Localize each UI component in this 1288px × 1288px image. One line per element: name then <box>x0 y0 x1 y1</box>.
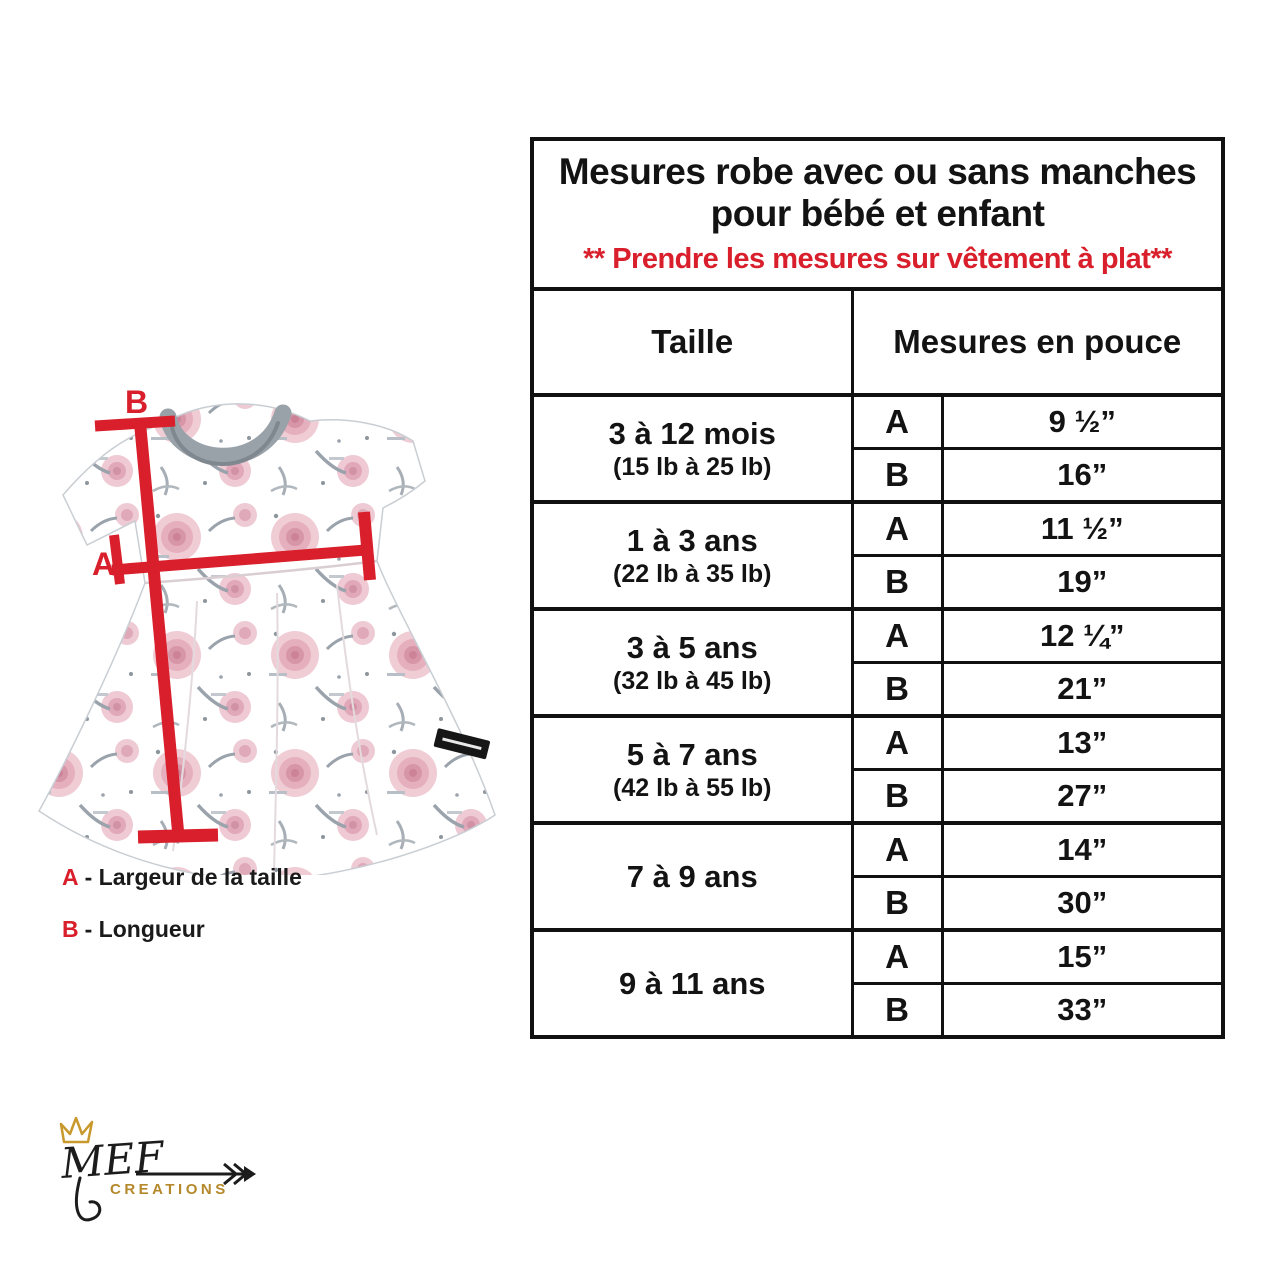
weight-label: (15 lb à 25 lb) <box>613 452 772 481</box>
monogram-text: MEF <box>59 1131 166 1188</box>
table-row <box>532 930 1223 984</box>
measure-value-cell: 14” <box>942 823 1223 877</box>
size-label: 9 à 11 ans <box>618 965 766 1001</box>
measure-b-bottom-cap <box>138 835 218 837</box>
measure-value-cell: 19” <box>942 556 1223 610</box>
measure-value-cell: 15” <box>942 930 1223 984</box>
weight-label: (32 lb à 45 lb) <box>613 666 772 695</box>
measure-value-cell: 12 ¼” <box>942 609 1223 663</box>
measure-value-cell: 11 ½” <box>942 502 1223 556</box>
size-cell <box>532 930 852 1037</box>
size-cell <box>532 609 852 716</box>
measure-value-cell: 21” <box>942 663 1223 717</box>
measure-letter-cell: B <box>852 449 942 503</box>
size-cell <box>532 395 852 502</box>
measure-value-cell: 30” <box>942 877 1223 931</box>
size-cell <box>532 823 852 930</box>
label-a: A <box>92 546 116 582</box>
size-label: 3 à 12 mois <box>608 415 776 451</box>
size-label: 7 à 9 ans <box>626 858 758 894</box>
dress-illustration <box>39 404 495 875</box>
measure-value-cell: 33” <box>942 984 1223 1038</box>
column-header-taille: Taille <box>532 289 852 395</box>
dress-diagram <box>25 383 525 875</box>
weight-label: (22 lb à 35 lb) <box>613 559 772 588</box>
table-row <box>532 716 1223 770</box>
brand-logo <box>48 1112 288 1244</box>
measure-letter-cell: A <box>852 930 942 984</box>
column-header-mesures: Mesures en pouce <box>852 289 1223 395</box>
title-row <box>532 139 1223 289</box>
table-warning: ** Prendre les mesures sur vêtement à plat** <box>583 243 1172 275</box>
measure-letter-cell: A <box>852 395 942 449</box>
legend-item-b <box>62 916 302 943</box>
measure-letter-cell: B <box>852 556 942 610</box>
column-header-row <box>532 289 1223 395</box>
table-row <box>532 502 1223 556</box>
measure-letter-cell: B <box>852 877 942 931</box>
measure-letter-cell: A <box>852 609 942 663</box>
table-row <box>532 395 1223 449</box>
measure-letter-cell: A <box>852 502 942 556</box>
measure-value-cell: 9 ½” <box>942 395 1223 449</box>
legend-letter-b: B <box>62 916 79 942</box>
measure-value-cell: 27” <box>942 770 1223 824</box>
table-title-line1: Mesures robe avec ou sans manches <box>558 151 1197 192</box>
measure-value-cell: 16” <box>942 449 1223 503</box>
measure-letter-cell: A <box>852 823 942 877</box>
size-cell <box>532 502 852 609</box>
measure-letter-cell: B <box>852 770 942 824</box>
dress-body <box>39 404 495 875</box>
weight-label: (42 lb à 55 lb) <box>613 773 772 802</box>
measure-value-cell: 13” <box>942 716 1223 770</box>
measure-letter-cell: B <box>852 663 942 717</box>
legend-text-a: - Largeur de la taille <box>84 864 302 890</box>
size-label: 5 à 7 ans <box>626 736 758 772</box>
size-label: 3 à 5 ans <box>626 629 758 665</box>
table-title-cell <box>532 139 1223 289</box>
size-cell <box>532 716 852 823</box>
table-row <box>532 609 1223 663</box>
measure-a-right-cap <box>364 512 370 580</box>
measure-letter-cell: B <box>852 984 942 1038</box>
legend-text-b: - Longueur <box>84 916 205 942</box>
table-title-line2: pour bébé et enfant <box>710 193 1045 234</box>
legend <box>62 864 302 968</box>
label-b: B <box>125 384 149 420</box>
creations-text: CREATIONS <box>110 1181 229 1198</box>
size-label: 1 à 3 ans <box>626 522 758 558</box>
legend-letter-a: A <box>62 864 79 890</box>
table-row <box>532 823 1223 877</box>
measure-letter-cell: A <box>852 716 942 770</box>
legend-item-a <box>62 864 302 891</box>
size-chart-table <box>530 137 1225 1039</box>
